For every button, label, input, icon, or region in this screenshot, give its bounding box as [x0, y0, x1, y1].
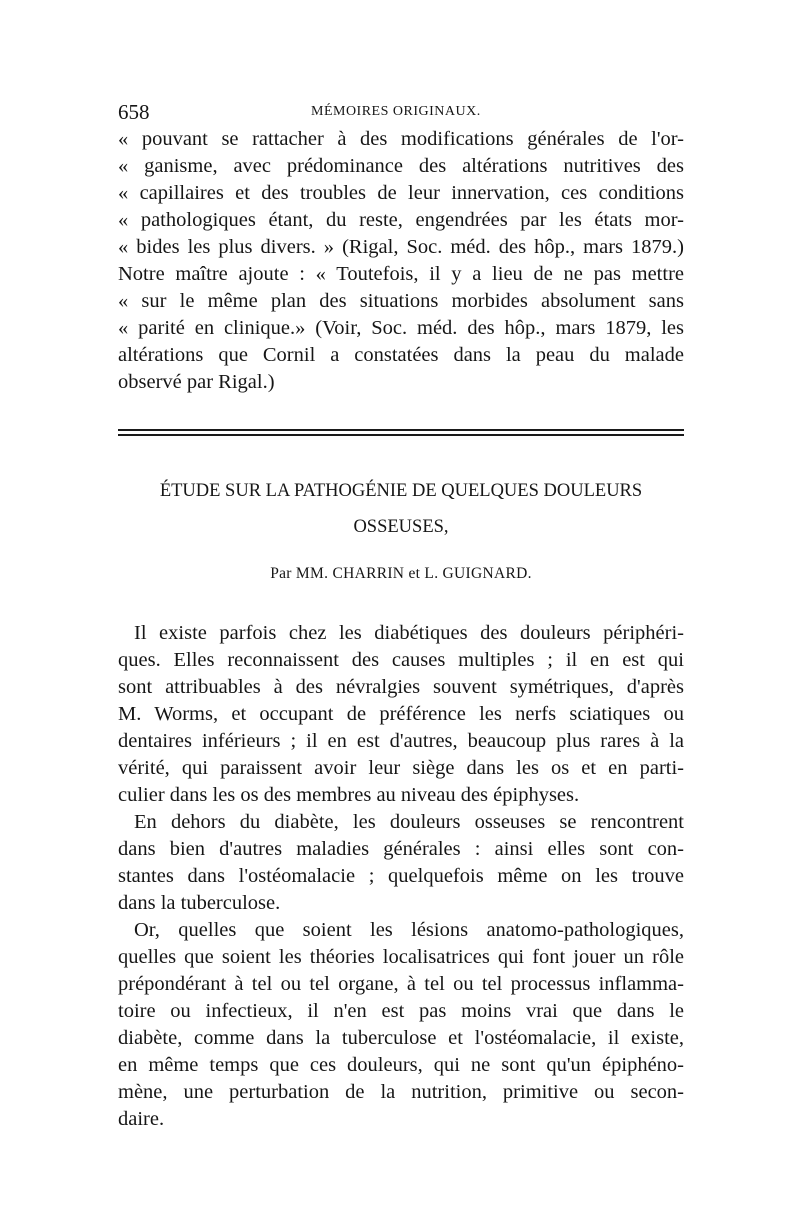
- text-line: prépondérant à tel ou tel organe, à tel ou tel processus inflamma-: [118, 973, 684, 995]
- text-line: dentaires inférieurs ; il en est d'autres, beaucoup plus rares à la: [118, 730, 684, 752]
- text-line: quelles que soient les théories localisatrices qui font jouer un rôle: [118, 946, 684, 968]
- paragraph-3: [118, 917, 684, 1133]
- text-line: sont attribuables à des névralgies souvent symétriques, d'après: [118, 676, 684, 698]
- text-line: vérité, qui paraissent avoir leur siège dans les os et en parti-: [118, 757, 684, 779]
- paragraph-2: [118, 809, 684, 917]
- text-line: Il existe parfois chez les diabétiques des douleurs périphéri-: [134, 622, 684, 644]
- text-line: observé par Rigal.): [118, 371, 275, 393]
- text-line: toire ou infectieux, il n'en est pas moins vrai que dans le: [118, 1000, 684, 1022]
- paragraph-1: [118, 620, 684, 809]
- text-line: « pathologiques étant, du reste, engendrées par les états mor-: [118, 209, 684, 231]
- text-line: M. Worms, et occupant de préférence les nerfs sciatiques ou: [118, 703, 684, 725]
- previous-article-text: [118, 126, 684, 396]
- text-line: « ganisme, avec prédominance des altérations nutritives des: [118, 155, 684, 177]
- page-number: 658: [118, 100, 150, 124]
- text-line: En dehors du diabète, les douleurs osseuses se rencontrent: [134, 811, 684, 833]
- text-line: « capillaires et des troubles de leur innervation, ces conditions: [118, 182, 684, 204]
- running-title: MÉMOIRES ORIGINAUX.: [311, 104, 481, 119]
- text-line: culier dans les os des membres au niveau des épiphyses.: [118, 784, 580, 806]
- text-line: « bides les plus divers. » (Rigal, Soc. méd. des hôp., mars 1879.): [118, 236, 684, 258]
- text-line: Or, quelles que soient les lésions anatomo-pathologiques,: [134, 919, 684, 941]
- text-line: daire.: [118, 1108, 165, 1130]
- text-line: ques. Elles reconnaissent des causes multiples ; il en est qui: [118, 649, 684, 671]
- text-line: altérations que Cornil a constatées dans la peau du malade: [118, 344, 684, 366]
- article-title-line-2: OSSEUSES,: [353, 517, 449, 537]
- divider-rule-bottom: [118, 434, 684, 436]
- text-line: Notre maître ajoute : « Toutefois, il y a lieu de ne pas mettre: [118, 263, 684, 285]
- text-line: en même temps que ces douleurs, qui ne sont qu'un épiphéno-: [118, 1054, 684, 1076]
- running-head: [118, 100, 684, 126]
- text-line: stantes dans l'ostéomalacie ; quelquefois même on les trouve: [118, 865, 684, 887]
- text-line: « sur le même plan des situations morbides absolument sans: [118, 290, 684, 312]
- text-line: « pouvant se rattacher à des modifications générales de l'or-: [118, 128, 684, 150]
- article-title-line-1: ÉTUDE SUR LA PATHOGÉNIE DE QUELQUES DOULEURS: [159, 481, 643, 501]
- text-line: « parité en clinique.» (Voir, Soc. méd. des hôp., mars 1879, les: [118, 317, 684, 339]
- text-line: diabète, comme dans la tuberculose et l'ostéomalacie, il existe,: [118, 1027, 684, 1049]
- text-line: dans bien d'autres maladies générales : ainsi elles sont con-: [118, 838, 684, 860]
- text-line: dans la tuberculose.: [118, 892, 281, 914]
- article-byline: Par MM. CHARRIN et L. GUIGNARD.: [270, 565, 532, 582]
- divider-rule-top: [118, 429, 684, 431]
- text-line: mène, une perturbation de la nutrition, primitive ou secon-: [118, 1081, 684, 1103]
